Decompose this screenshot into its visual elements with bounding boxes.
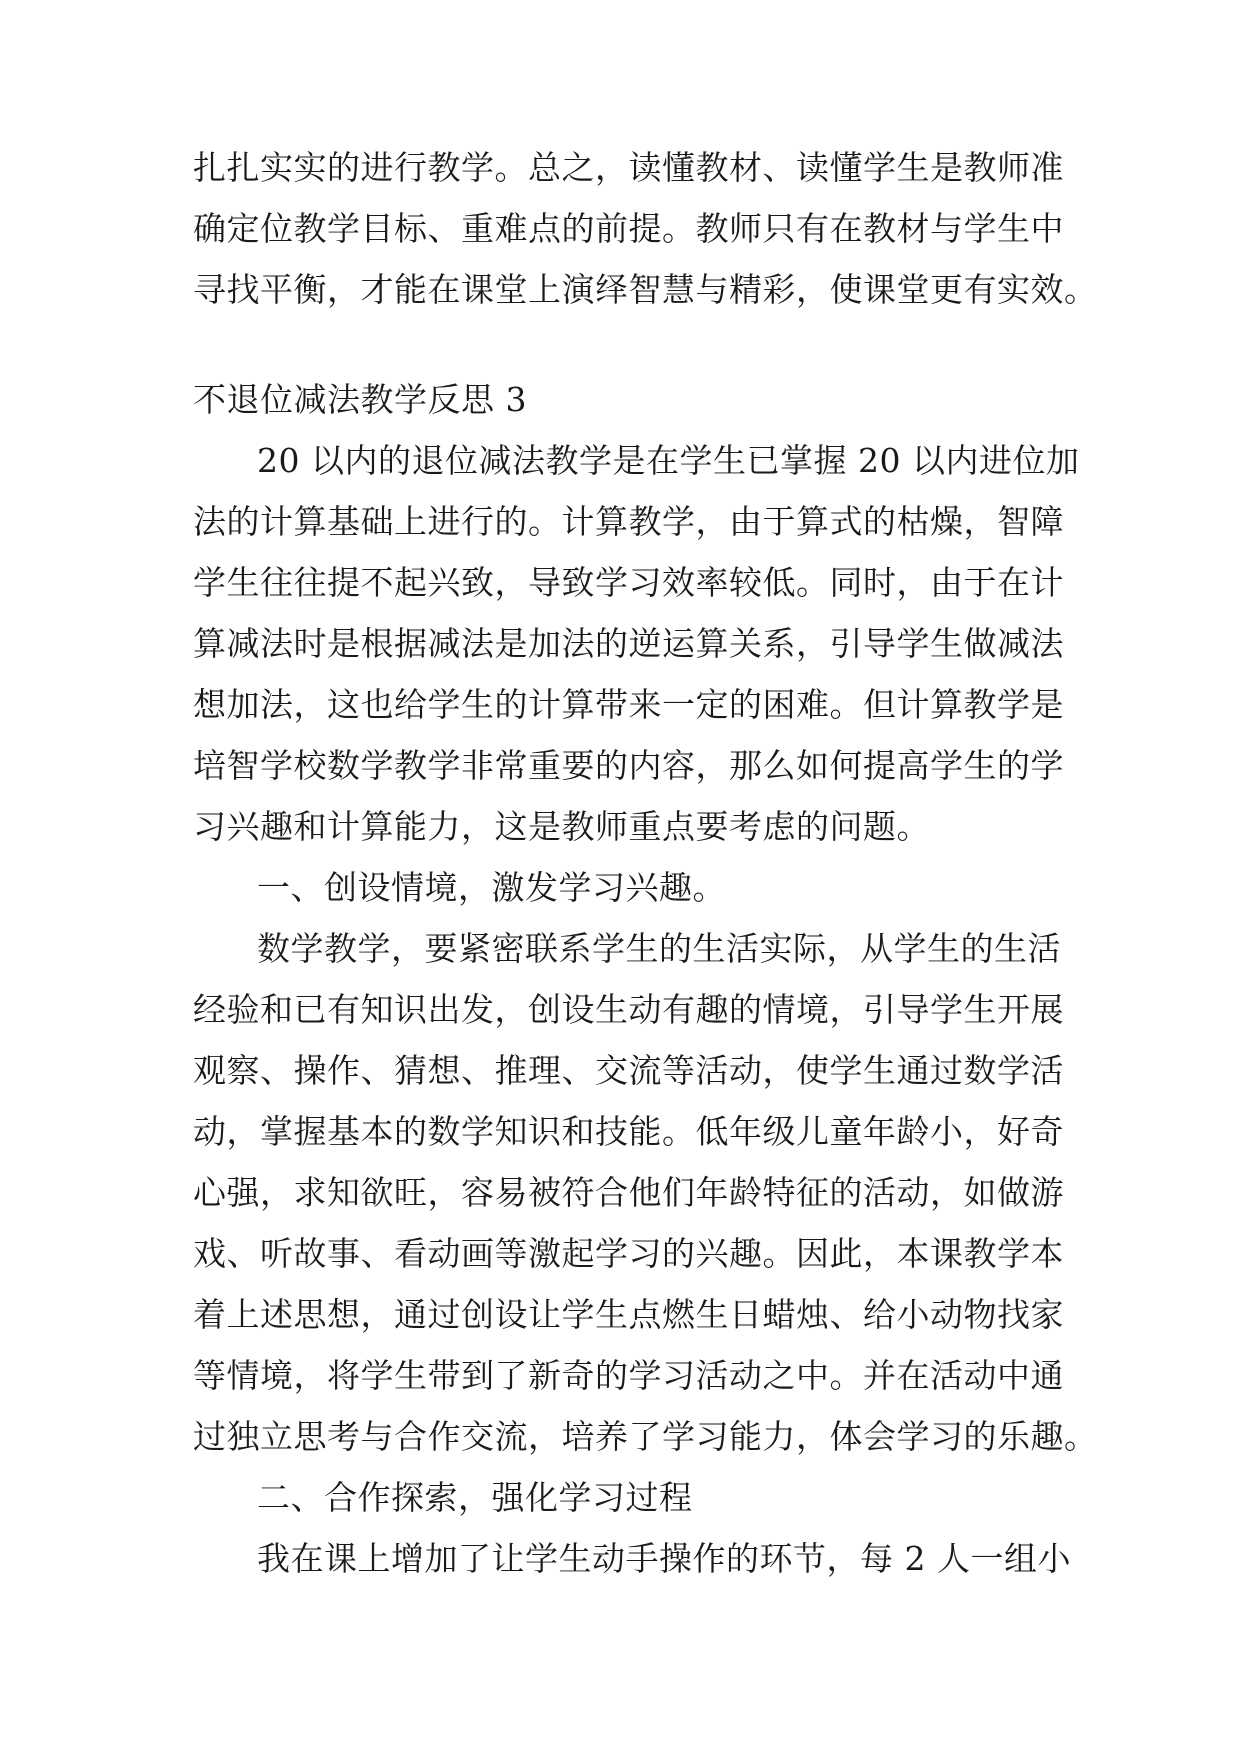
paragraph-line: 动，掌握基本的数学知识和技能。低年级儿童年龄小，好奇 xyxy=(193,1112,1064,1151)
paragraph-line: 我在课上增加了让学生动手操作的环节，每 2 人一组小 xyxy=(257,1539,1071,1578)
paragraph-line: 数学教学，要紧密联系学生的生活实际，从学生的生活 xyxy=(257,929,1061,968)
paragraph-line: 过独立思考与合作交流，培养了学习能力，体会学习的乐趣。 xyxy=(193,1417,1098,1456)
subheading: 二、合作探索，强化学习过程 xyxy=(257,1478,693,1517)
text-line: 扎扎实实的进行教学。总之，读懂教材、读懂学生是教师准 xyxy=(193,148,1064,187)
paragraph-line: 培智学校数学教学非常重要的内容，那么如何提高学生的学 xyxy=(193,746,1064,785)
paragraph-line: 经验和已有知识出发，创设生动有趣的情境，引导学生开展 xyxy=(193,990,1064,1029)
text-line: 寻找平衡，才能在课堂上演绎智慧与精彩，使课堂更有实效。 xyxy=(193,270,1098,309)
paragraph-line: 法的计算基础上进行的。计算教学，由于算式的枯燥，智障 xyxy=(193,502,1064,541)
paragraph-line: 等情境，将学生带到了新奇的学习活动之中。并在活动中通 xyxy=(193,1356,1064,1395)
paragraph-line: 着上述思想，通过创设让学生点燃生日蜡烛、给小动物找家 xyxy=(193,1295,1064,1334)
paragraph-line: 习兴趣和计算能力，这是教师重点要考虑的问题。 xyxy=(193,807,930,846)
paragraph-line: 想加法，这也给学生的计算带来一定的困难。但计算教学是 xyxy=(193,685,1064,724)
paragraph-line: 心强，求知欲旺，容易被符合他们年龄特征的活动，如做游 xyxy=(193,1173,1064,1212)
paragraph-line: 观察、操作、猜想、推理、交流等活动，使学生通过数学活 xyxy=(193,1051,1064,1090)
section-title: 不退位减法教学反思 3 xyxy=(193,380,527,419)
subheading: 一、创设情境，激发学习兴趣。 xyxy=(257,868,726,907)
paragraph-line: 学生往往提不起兴致，导致学习效率较低。同时，由于在计 xyxy=(193,563,1064,602)
paragraph-line: 算减法时是根据减法是加法的逆运算关系，引导学生做减法 xyxy=(193,624,1064,663)
paragraph-line: 戏、听故事、看动画等激起学习的兴趣。因此，本课教学本 xyxy=(193,1234,1064,1273)
text-line: 确定位教学目标、重难点的前提。教师只有在教材与学生中 xyxy=(193,209,1064,248)
paragraph-line: 20 以内的退位减法教学是在学生已掌握 20 以内进位加 xyxy=(257,441,1080,480)
